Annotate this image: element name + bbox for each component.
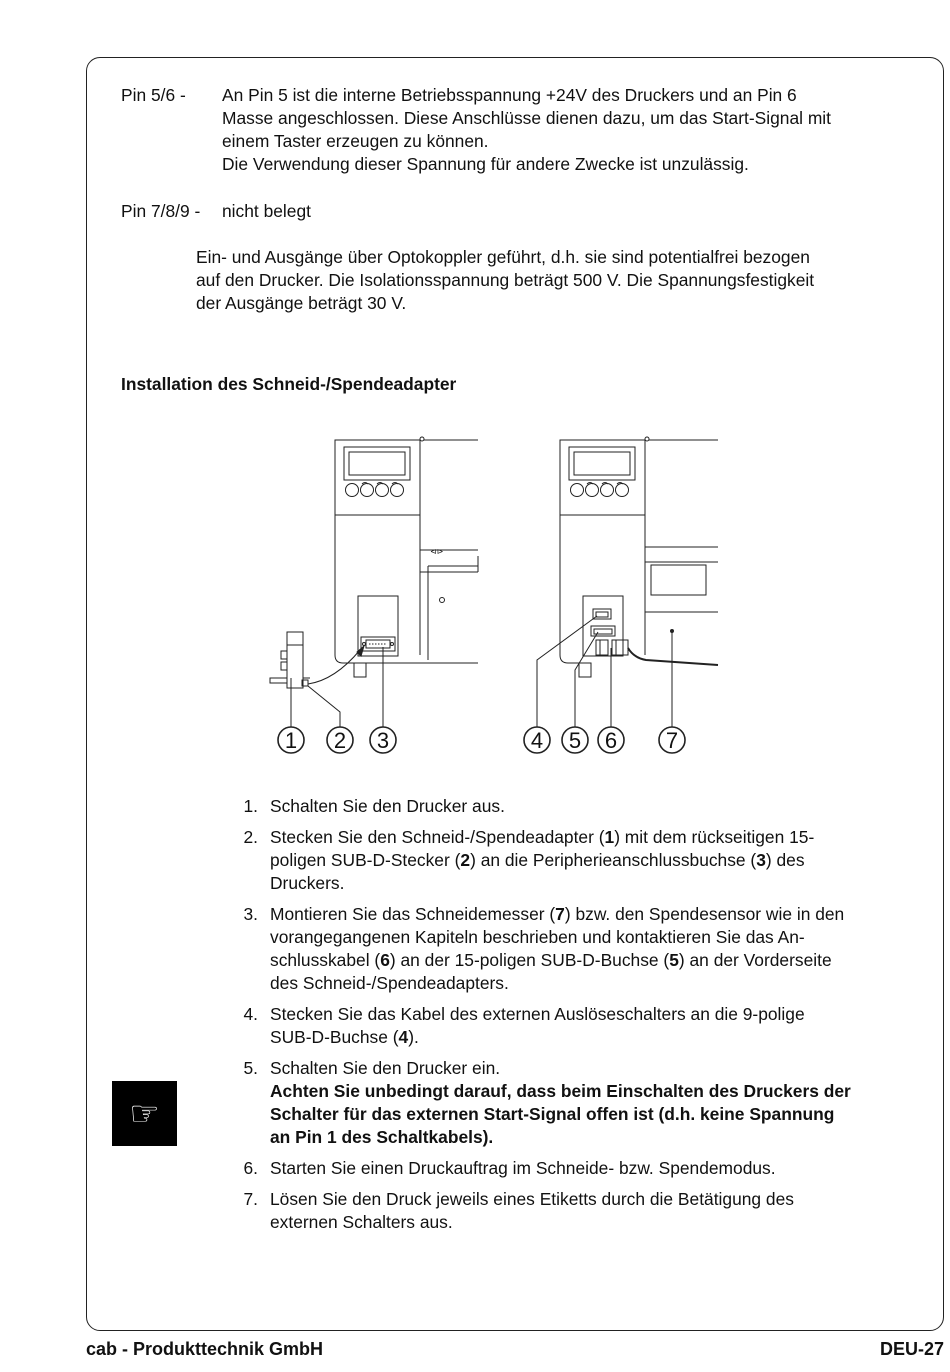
footer-page-number: DEU-27 <box>879 1339 944 1359</box>
pin-desc-line: einem Taster erzeugen zu können. <box>222 131 489 151</box>
warning-line: an Pin 1 des Schaltkabels). <box>270 1127 494 1147</box>
pin-desc-line: Die Verwendung dieser Spannung für andere Zwecke ist unzulässig. <box>222 154 749 174</box>
step-line: Stecken Sie das Kabel des externen Auslöseschalters an die 9-polige <box>270 1004 805 1024</box>
svg-text:⊲⊳: ⊲⊳ <box>430 547 444 556</box>
step-number: 2. <box>243 827 258 847</box>
callout-6: 6 <box>604 728 618 753</box>
note-line: Ein- und Ausgänge über Optokoppler geführt, d.h. sie sind potentialfrei bezogen <box>196 247 810 267</box>
footer-company: cab - Produkttechnik GmbH <box>86 1339 324 1359</box>
step-number: 5. <box>243 1058 258 1078</box>
step-line: schlusskabel (6) an der 15-poligen SUB-D-Buchse (5) an der Vorderseite <box>270 950 832 970</box>
callout-2: 2 <box>333 728 347 753</box>
step-line: Stecken Sie den Schneid-/Spendeadapter (1) mit dem rückseitigen 15- <box>270 827 815 847</box>
step-line: Schalten Sie den Drucker aus. <box>270 796 505 816</box>
step-line: Druckers. <box>270 873 345 893</box>
hint-box <box>112 1081 177 1146</box>
pin-desc-line: nicht belegt <box>222 201 311 221</box>
pin-desc-line: An Pin 5 ist die interne Betriebsspannung +24V des Druckers und an Pin 6 <box>222 85 797 105</box>
step-line: vorangegangenen Kapiteln beschrieben und kontaktieren Sie das An- <box>270 927 805 947</box>
warning-line: Schalter für das externen Start-Signal offen ist (d.h. keine Spannung <box>270 1104 835 1124</box>
step-line: Schalten Sie den Drucker ein. <box>270 1058 501 1078</box>
step-number: 4. <box>243 1004 258 1024</box>
callout-7: 7 <box>665 728 679 753</box>
callout-5: 5 <box>568 728 582 753</box>
note-line: der Ausgänge beträgt 30 V. <box>196 293 407 313</box>
note-line: auf den Drucker. Die Isolationsspannung beträgt 500 V. Die Spannungsfestigkeit <box>196 270 815 290</box>
printer-left-drawing <box>270 437 478 727</box>
step-line: poligen SUB-D-Stecker (2) an die Peripherieanschlussbuchse (3) des <box>270 850 805 870</box>
step-line: externen Schalters aus. <box>270 1212 453 1232</box>
step-line: Montieren Sie das Schneidemesser (7) bzw. den Spendesensor wie in den <box>270 904 845 924</box>
step-line: SUB-D-Buchse (4). <box>270 1027 419 1047</box>
pointing-hand-icon: ☞ <box>129 1093 160 1134</box>
callout-4: 4 <box>530 728 544 753</box>
printer-right-drawing <box>537 437 718 727</box>
figure-callouts <box>278 727 685 753</box>
section-heading: Installation des Schneid-/Spendeadapter <box>121 374 457 394</box>
pin-desc-line: Masse angeschlossen. Diese Anschlüsse dienen dazu, um das Start-Signal mit <box>222 108 831 128</box>
step-number: 6. <box>243 1158 258 1178</box>
callout-1: 1 <box>284 728 298 753</box>
pin-label: Pin 5/6 - <box>121 85 186 105</box>
step-line: Lösen Sie den Druck jeweils eines Etiketts durch die Betätigung des <box>270 1189 794 1209</box>
warning-line: Achten Sie unbedingt darauf, dass beim Einschalten des Druckers der <box>270 1081 851 1101</box>
step-number: 3. <box>243 904 258 924</box>
step-number: 1. <box>243 796 258 816</box>
step-line: des Schneid-/Spendeadapters. <box>270 973 509 993</box>
step-number: 7. <box>243 1189 258 1209</box>
step-line: Starten Sie einen Druckauftrag im Schneide- bzw. Spendemodus. <box>270 1158 776 1178</box>
pin-label: Pin 7/8/9 - <box>121 201 201 221</box>
callout-3: 3 <box>376 728 390 753</box>
